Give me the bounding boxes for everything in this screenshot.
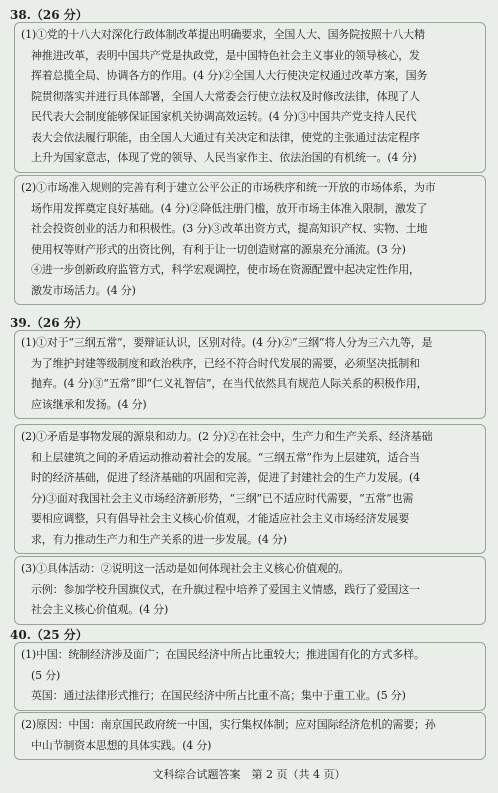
text-line: 要相应调整，只有倡导社会主义核心价值观，才能适应社会主义市场经济发展要 — [31, 512, 409, 525]
text-line: 应该继承和发扬。(4 分) — [31, 397, 147, 411]
text-line: 示例：参加学校升国旗仪式，在升旗过程中培养了爱国主义情感，践行了爱国这一 — [31, 582, 420, 596]
text-line: (3)①具体活动：②说明这一活动是如何体现社会主义核心价值观的。 — [21, 562, 350, 575]
text-line: 场作用发挥奠定良好基础。(4 分)②降低注册门槛，放开市场主体准入限制，激发了 — [31, 201, 428, 215]
text-line: 表大会依法履行职能，由全国人大通过有关决定和法律，使党的主张通过法定程序 — [31, 130, 420, 144]
q39-part3 — [14, 556, 486, 625]
text-line: 神推进改革，表明中国共产党是执政党，是中国特色社会主义事业的领导核心，发 — [31, 48, 420, 62]
q39-part2 — [14, 424, 486, 554]
q38-part1 — [14, 22, 486, 173]
text-line: (5 分) — [31, 668, 61, 682]
text-line: 院贯彻落实并进行具体部署，全国人大常委会行使立法权及时修改法律，体现了人 — [31, 89, 420, 103]
text-line: (1)①党的十八大对深化行政体制改革提出明确要求，全国人大、国务院按照十八大精 — [21, 28, 425, 41]
text-line: (1)中国：统制经济涉及面广；在国民经济中所占比重较大；推进国有化的方式多样。 — [21, 648, 425, 661]
text-line: 英国：通过法律形式推行；在国民经济中所占比重不高；集中于重工业。(5 分) — [31, 689, 406, 702]
text-line: 求，有力推动生产力和生产关系的进一步发展。(4 分) — [31, 532, 287, 546]
text-line: 中山节制资本思想的具体实践。(4 分) — [31, 738, 212, 752]
text-line: 使用权等财产形式的出资比例，有利于让一切创造财富的源泉充分涌流。(3 分) — [31, 242, 406, 256]
text-line: 分)③面对我国社会主义市场经济新形势，“三纲”已不适应时代需要，“五常”也需 — [31, 491, 414, 505]
q40-title: 40.（25 分） — [10, 628, 88, 642]
text-line: (2)①矛盾是事物发展的源泉和动力。(2 分)②在社会中，生产力和生产关系、经济基础 — [21, 430, 433, 443]
text-line: 社会投资创业的活力和积极性。(3 分)③改革出资方式，提高知识产权、实物、土地 — [31, 222, 428, 235]
text-line: 挥着总揽全局、协调各方的作用。(4 分)②全国人大行使决定权通过改革方案，国务 — [31, 69, 428, 82]
text-line: 和上层建筑之间的矛盾运动推动着社会的发展。“三纲五常”作为上层建筑，适合当 — [31, 450, 420, 464]
q39-part1 — [14, 330, 486, 419]
text-line: (2)原因：中国：南京国民政府统一中国，实行集权体制；应对国际经济危机的需要；孙 — [21, 718, 436, 731]
text-line: (1)①对于“三纲五常”，要辩证认识，区别对待。(4 分)②“三纲”将人分为三六九等，是 — [21, 336, 433, 349]
text-line: 为了维护封建等级制度和政治秩序，已经不符合时代发展的需要，必须坚决抵制和 — [31, 356, 420, 370]
text-line: 上升为国家意志，体现了党的领导、人民当家作主、依法治国的有机统一。(4 分) — [31, 151, 417, 164]
q40-part1 — [14, 642, 486, 711]
text-line: 抛弃。(4 分)③“五常”即“仁义礼智信”，在当代依然具有规范人际关系的积极作用， — [31, 377, 428, 390]
text-line: (2)①市场准入规则的完善有利于建立公平公正的市场秩序和统一开放的市场体系，为市 — [21, 181, 436, 194]
q38-title: 38.（26 分） — [10, 8, 88, 22]
text-line: 时的经济基础，促进了经济基础的巩固和完善，促进了封建社会的生产力发展。(4 — [31, 471, 420, 484]
q39-title: 39.（26 分） — [10, 316, 88, 330]
text-line: 民代表大会制度能够保证国家机关协调高效运转。(4 分)③中国共产党支持人民代 — [31, 110, 417, 123]
text-line: 激发市场活力。(4 分) — [31, 283, 136, 297]
q40-part2 — [14, 712, 486, 760]
page-footer: 文科综合试题答案 第 2 页（共 4 页） — [152, 768, 346, 781]
q38-part2 — [14, 175, 486, 305]
text-line: 社会主义核心价值观。(4 分) — [31, 603, 169, 616]
text-line: ④进一步创新政府监管方式，科学宏观调控，使市场在资源配置中起决定性作用， — [31, 263, 420, 276]
